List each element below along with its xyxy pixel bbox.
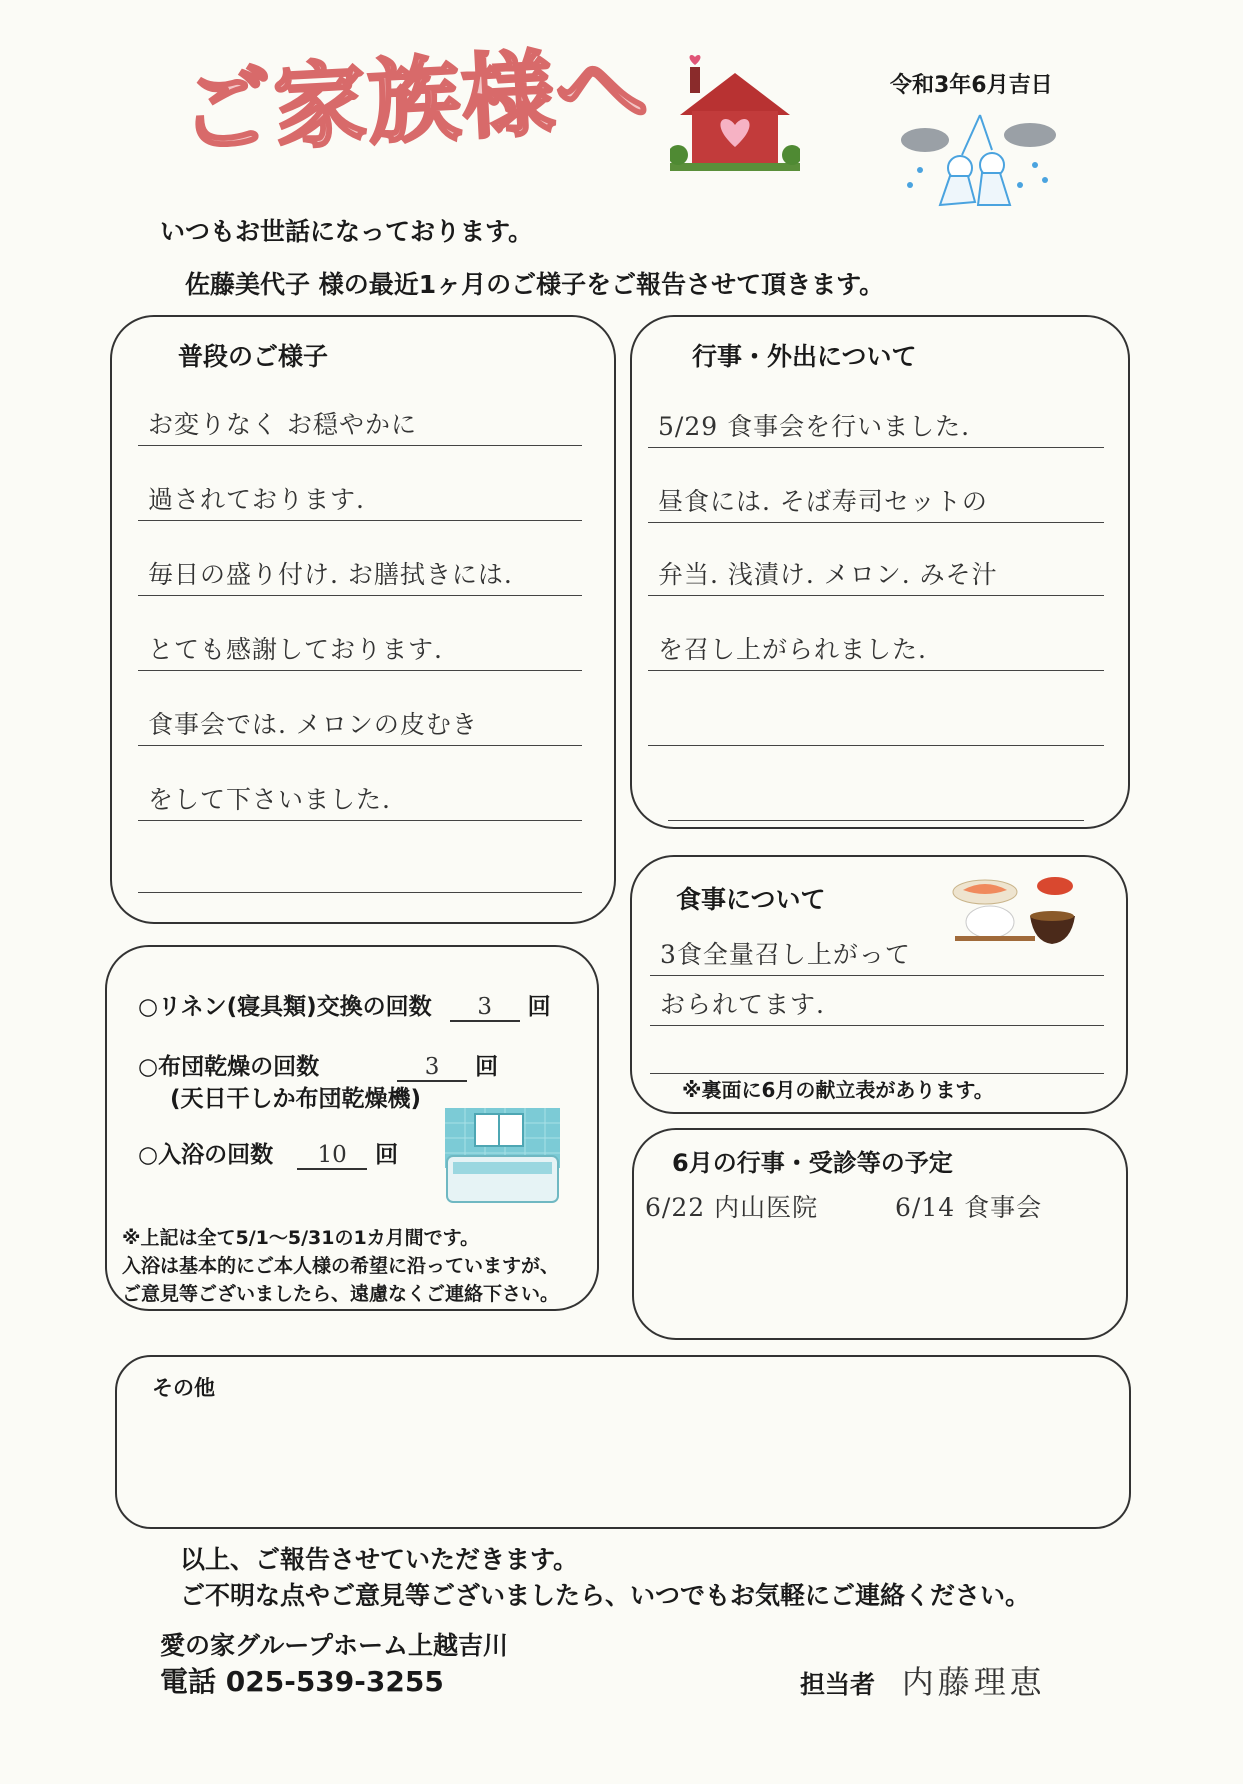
house-icon [670, 55, 800, 175]
linen-label: ○リネン(寝具類)交換の回数 [138, 994, 432, 1020]
fudan-heading: 普段のご様子 [178, 342, 329, 371]
footer-line-2: ご不明な点やご意見等ございましたら、いつでもお気軽にご連絡ください。 [180, 1581, 1031, 1610]
footer-line-1: 以上、ご報告させていただきます。 [180, 1545, 579, 1574]
teru-teru-bozu-icon [900, 110, 1060, 220]
meal-note: ※裏面に6月の献立表があります。 [682, 1078, 994, 1102]
futon-count [138, 1048, 498, 1082]
linen-unit: 回 [527, 994, 551, 1020]
fudan-line: お変りなく お穏やかに [148, 410, 417, 439]
org-phone: 電話 025-539-3255 [160, 1665, 444, 1698]
meal-line: 3食全量召し上がって [660, 940, 911, 969]
gyoji-heading: 行事・外出について [692, 342, 917, 371]
futon-label: ○布団乾燥の回数 [138, 1054, 320, 1080]
staff [800, 1664, 1046, 1703]
fudan-line: 食事会では. メロンの皮むき [148, 710, 478, 739]
futon-unit: 回 [475, 1054, 499, 1080]
meal-lines [650, 905, 1104, 1075]
counts-note-1: ※上記は全て5/1～5/31の1カ月間です。 [122, 1227, 480, 1249]
counts-note-2: 入浴は基本的にご本人様の希望に沿っていますが、 [122, 1255, 560, 1277]
fudan-lines [138, 370, 582, 900]
gyoji-lines [648, 370, 1104, 820]
staff-signature: 内藤理恵 [901, 1663, 1046, 1701]
staff-label: 担当者 [800, 1670, 876, 1699]
futon-sub: (天日干しか布団乾燥機) [170, 1086, 422, 1112]
meal-heading: 食事について [676, 885, 826, 914]
futon-value: 3 [397, 1054, 467, 1082]
schedule-item-1: 6/22 内山医院 [645, 1193, 819, 1222]
schedule-item-2: 6/14 食事会 [895, 1193, 1043, 1222]
bath-count [138, 1136, 398, 1170]
other-heading: その他 [152, 1376, 215, 1400]
schedule-heading: 6月の行事・受診等の予定 [672, 1149, 953, 1177]
page-title: ご家族様へ [177, 35, 653, 167]
greeting-line-1: いつもお世話になっております。 [160, 217, 534, 246]
gyoji-line: 弁当. 浅漬け. メロン. みそ汁 [658, 560, 998, 589]
linen-count [138, 988, 551, 1022]
linen-value: 3 [450, 994, 520, 1022]
fudan-line: 毎日の盛り付け. お膳拭きには. [148, 560, 513, 589]
bath-unit: 回 [375, 1142, 399, 1168]
gyoji-line: を召し上がられました. [658, 635, 927, 664]
fudan-line: とても感謝しております. [148, 635, 443, 664]
document-date: 令和3年6月吉日 [890, 73, 1053, 98]
bath-label: ○入浴の回数 [138, 1142, 274, 1168]
meal-line: おられてます. [660, 990, 825, 1019]
gyoji-line: 昼食には. そば寿司セットの [658, 487, 988, 516]
org-name: 愛の家グループホーム上越吉川 [160, 1631, 509, 1660]
fudan-line: をして下さいました. [148, 785, 391, 814]
other-section [115, 1355, 1131, 1529]
bath-value: 10 [297, 1142, 367, 1170]
counts-note-3: ご意見等ございましたら、遠慮なくご連絡下さい。 [122, 1283, 560, 1305]
greeting-line-2: 佐藤美代子 様の最近1ヶ月のご様子をご報告させて頂きます。 [185, 270, 885, 299]
bathtub-icon [445, 1108, 560, 1208]
gyoji-line: 5/29 食事会を行いました. [658, 412, 971, 441]
fudan-line: 過されております. [148, 485, 365, 514]
